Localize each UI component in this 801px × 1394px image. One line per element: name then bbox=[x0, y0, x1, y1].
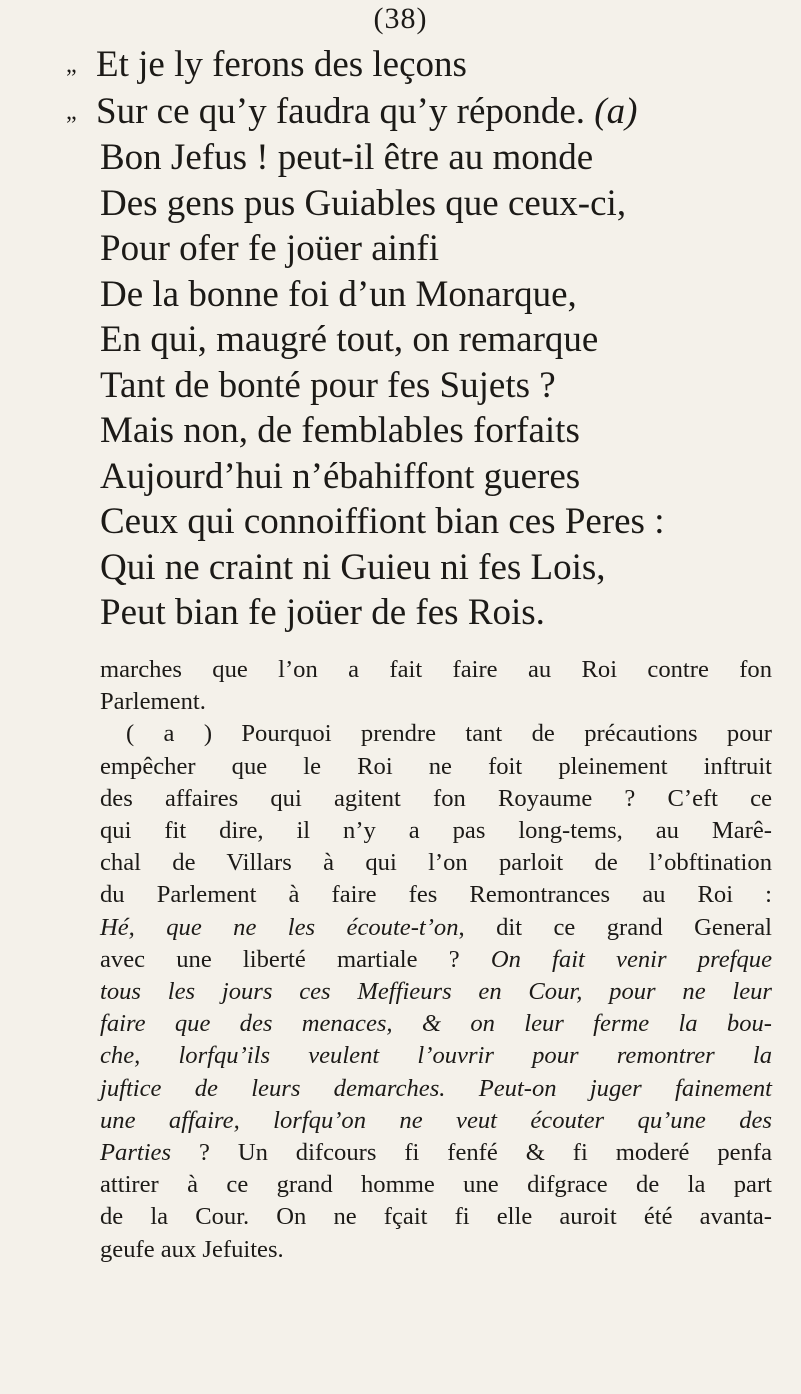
quote-mark: „ bbox=[66, 98, 77, 125]
italic-text: On fait venir prefque bbox=[490, 945, 772, 973]
roman-text: Parlement. bbox=[100, 688, 206, 716]
verse-text: De la bonne foi d’un Monarque, bbox=[100, 273, 577, 315]
verse-text: Mais non, de femblables forfaits bbox=[100, 410, 580, 451]
roman-text: de la Cour. On ne fçait fi elle auroit été avanta- bbox=[100, 1203, 772, 1231]
verse-text: Des gens pus Guiables que ceux-ci, bbox=[100, 182, 627, 224]
roman-text: , dit ce grand General bbox=[458, 913, 772, 941]
footnote-line bbox=[100, 1234, 772, 1266]
roman-text: marches que l’on a fait faire au Roi contre fon bbox=[100, 656, 772, 683]
verse-text: Pour ofer fe joüer ainfi bbox=[100, 228, 440, 269]
italic-text: faire que des menaces, & on leur ferme la bou- bbox=[100, 1010, 772, 1038]
footnote-line bbox=[100, 783, 772, 815]
italic-text: une affaire, lorfqu’on ne veut écouter qu’une des bbox=[100, 1106, 772, 1134]
roman-text: avec une liberté martiale ? bbox=[100, 945, 491, 973]
footnote-line bbox=[100, 1008, 772, 1040]
verse-text: Et je ly ferons des leçons bbox=[96, 44, 467, 85]
verse-text: Qui ne craint ni Guieu ni fes Lois, bbox=[100, 546, 606, 588]
verse-text: Tant de bonté pour fes Sujets ? bbox=[100, 364, 556, 406]
footnote-line bbox=[100, 847, 772, 879]
footnote-line bbox=[100, 976, 772, 1008]
verse-line bbox=[100, 499, 665, 545]
verse-line bbox=[100, 408, 665, 454]
italic-text: tous les jours ces Meffieurs en Cour, pour ne leur bbox=[100, 978, 772, 1006]
italic-text: juftice de leurs demarches. Peut-on juger fainement bbox=[100, 1074, 772, 1102]
footnote-line bbox=[100, 654, 772, 686]
verse-line bbox=[100, 226, 665, 272]
page-number: (38) bbox=[373, 2, 428, 35]
footnote-line bbox=[100, 944, 772, 976]
roman-text: ? Un difcours fi fenfé & fi moderé penfa bbox=[171, 1139, 772, 1167]
footnote-line bbox=[100, 686, 772, 718]
roman-text: des affaires qui agitent fon Royaume ? C’eft ce bbox=[100, 784, 772, 812]
footnote-line bbox=[100, 1201, 772, 1233]
verse-text: Sur ce qu’y faudra qu’y réponde. bbox=[96, 90, 586, 132]
verse-line bbox=[66, 89, 665, 136]
italic-text: che, lorfqu’ils veulent l’ouvrir pour remontrer la bbox=[100, 1042, 772, 1070]
verse-block bbox=[66, 42, 665, 636]
roman-text: du Parlement à faire fes Remontrances au Roi : bbox=[100, 881, 772, 909]
italic-text: Hé, que ne les écoute-t’on bbox=[100, 913, 459, 941]
roman-text: ( a ) Pourquoi prendre tant de précautions pour bbox=[126, 720, 772, 748]
footnote-line bbox=[100, 718, 772, 750]
note-reference: (a) bbox=[585, 90, 638, 132]
verse-text: Bon Jefus ! peut-il être au monde bbox=[100, 137, 594, 178]
italic-text: Parties bbox=[100, 1139, 172, 1167]
roman-text: chal de Villars à qui l’on parloit de l’obftination bbox=[100, 849, 772, 877]
roman-text: empêcher que le Roi ne foit pleinement inftruit bbox=[100, 752, 772, 780]
verse-line bbox=[100, 590, 665, 636]
roman-text: attirer à ce grand homme une difgrace de la part bbox=[100, 1171, 772, 1199]
roman-text: qui fit dire, il n’y a pas long-tems, au Marê- bbox=[100, 817, 772, 845]
verse-line bbox=[100, 363, 665, 409]
footnote-line bbox=[100, 1137, 772, 1169]
verse-line bbox=[100, 272, 665, 318]
verse-line bbox=[100, 135, 665, 181]
footnote-line bbox=[100, 1105, 772, 1137]
roman-text: geufe aux Jefuites. bbox=[100, 1235, 284, 1263]
verse-line bbox=[66, 42, 665, 89]
footnote-line bbox=[100, 1169, 772, 1201]
footnote-line bbox=[100, 1040, 772, 1072]
verse-line bbox=[100, 545, 665, 591]
footnotes-block bbox=[100, 654, 772, 1266]
footnote-line bbox=[100, 1073, 772, 1105]
verse-text: Peut bian fe joüer de fes Rois. bbox=[100, 592, 545, 633]
verse-line bbox=[100, 181, 665, 227]
verse-text: Aujourd’hui n’ébahiffont gueres bbox=[100, 455, 581, 497]
verse-line bbox=[100, 454, 665, 500]
verse-text: Ceux qui connoiffiont bian ces Peres : bbox=[100, 501, 665, 542]
footnote-line bbox=[100, 879, 772, 911]
footnote-line bbox=[100, 751, 772, 783]
footnote-line bbox=[100, 815, 772, 847]
footnote-line bbox=[100, 912, 772, 944]
verse-line bbox=[100, 317, 665, 363]
quote-mark: „ bbox=[66, 52, 77, 78]
verse-text: En qui, maugré tout, on remarque bbox=[100, 319, 599, 360]
